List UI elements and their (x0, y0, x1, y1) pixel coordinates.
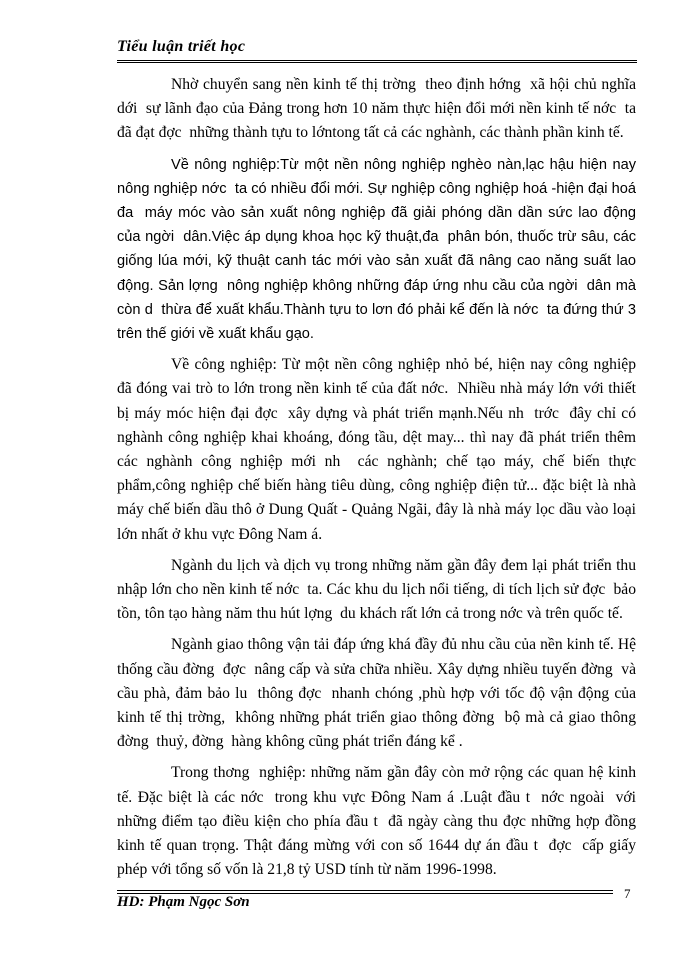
header-rule (117, 60, 637, 61)
header-title: Tiểu luận triết học (117, 38, 246, 55)
paragraph-market-economy: Nhờ chuyển sang nền kinh tế thị trờng theo định hớng xã hội chủ nghĩa dới sự lãnh đạo của Đảng trong hơn 10 năm thực hiện đổi mới nền kinh tế nớc ta đã đạt đợc những thành tựu to lớntong tất cả các nghành, các thành phần kinh tế. (117, 76, 640, 142)
footer-rule (117, 890, 613, 891)
document-body (117, 73, 641, 890)
paragraph-agriculture: Về nông nghiệp:Từ một nền nông nghiệp nghèo nàn,lạc hậu hiện nay nông nghiệp nớc ta có nhiều đổi mới. Sự nghiệp công nghiệp hoá -hiện đại hoá đa máy móc vào sản xuất nông nghiệp đã giải phóng dần dần sức lao động của ngời dân.Việc áp dụng khoa học kỹ thuật,đa phân bón, thuốc trừ sâu, các giống lúa mới, kỹ thuật canh tác mới vào sản xuất đã nâng cao năng suất lao động. Sản lợng nông nghiệp không những đáp ứng nhu cầu của ngời dân mà còn d thừa để xuất khẩu.Thành tựu to lơn đó phải kể đến là nớc ta đứng thứ 3 trên thế giới về xuất khẩu gạo. (117, 156, 641, 343)
header-rule-secondary (117, 62, 637, 63)
paragraph-transport: Ngành giao thông vận tải đáp ứng khá đầy đủ nhu cầu của nền kinh tế. Hệ thống cầu đờng đợc nâng cấp và sửa chữa nhiều. Xây dựng nhiều tuyến đờng và cầu phà, đảm bảo lu thông đợc nhanh chóng ,phù hợp với tốc độ vận động của kinh tế thị trờng, không những phát triển giao thông đờng bộ mà cả giao thông đờng thuỷ, đờng hàng không cũng phát triển đáng kể . (117, 636, 640, 751)
paragraph-commerce: Trong thơng nghiệp: những năm gần đây còn mở rộng các quan hệ kinh tế. Đặc biệt là các nớc trong khu vực Đông Nam á .Luật đầu t nớc ngoài với những điểm tạo điều kiện cho phía đầu t đã ngày càng thu đợc những hợp đồng kinh tế quan trọng. Thật đáng mừng với con số 1644 dự án đầu t đợc cấp giấy phép với tổng số vốn là 21,8 tỷ USD tính từ năm 1996-1998. (117, 764, 640, 879)
paragraph-industry: Về công nghiệp: Từ một nền công nghiệp nhỏ bé, hiện nay công nghiệp đã đóng vai trò to lớn trong nền kinh tế của đất nớc. Nhiều nhà máy lớn với thiết bị máy móc hiện đại đợc xây dựng và phát triển mạnh.Nếu nh trớc đây chỉ có nghành công nghiệp khai khoáng, đóng tầu, dệt may... thì nay đã phát triển thêm các nghành công nghiệp mới nh các nghành; chế tạo máy, chế biến thực phẩm,công nghiệp chế biến hàng tiêu dùng, công nghiệp điện tử... đặc biệt là nhà máy chế biến dầu thô ở Dung Quất - Quảng Ngãi, đây là nhà máy lọc dầu vào loại lớn nhất ở khu vực Đông Nam á. (117, 356, 640, 543)
paragraph-tourism: Ngành du lịch và dịch vụ trong những năm gần đây đem lại phát triển thu nhập lớn cho nền kinh tế nớc ta. Các khu du lịch nổi tiếng, di tích lịch sử đợc bảo tồn, tôn tạo hàng năm thu hút lợng du khách rất lớn cả trong nớc và trên quốc tế. (117, 556, 640, 623)
page-number: 7 (624, 886, 631, 901)
page-header (117, 38, 637, 58)
footer-author: HD: Phạm Ngọc Sơn (117, 894, 250, 910)
